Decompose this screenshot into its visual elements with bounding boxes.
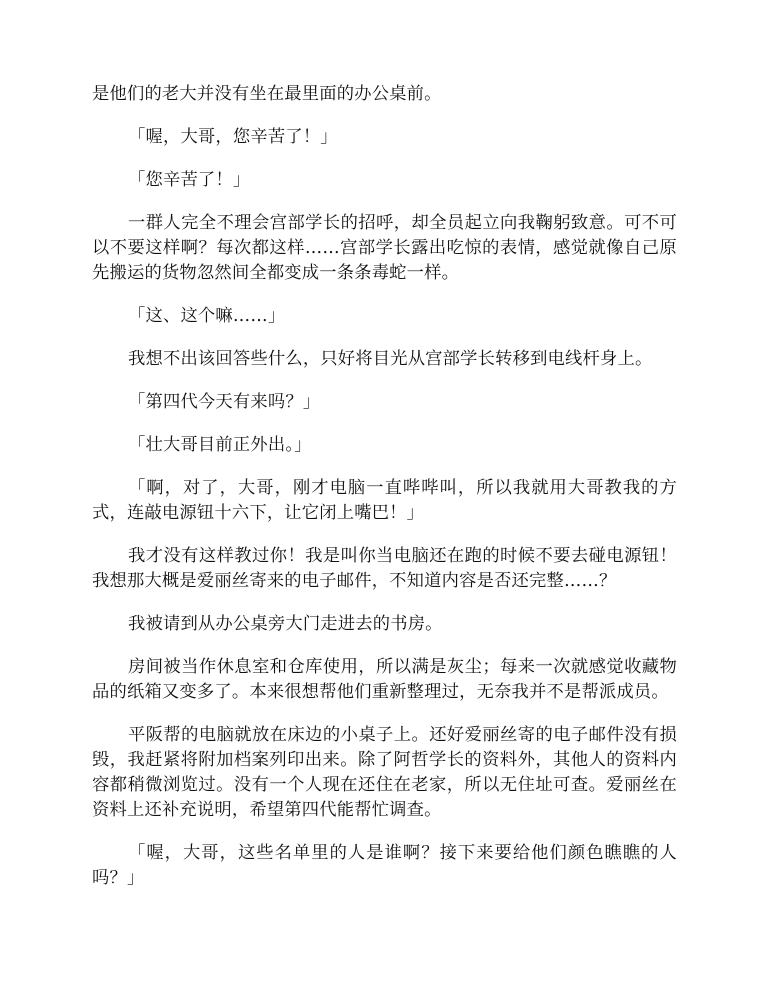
paragraph-7: 「第四代今天有来吗？」 bbox=[128, 392, 321, 412]
paragraph-1: 是他们的老大并没有坐在最里面的办公桌前。 bbox=[92, 84, 442, 104]
paragraph-12: 房间被当作休息室和仓库使用，所以满是灰尘；每来一次就感觉收藏物品的纸箱又变多了。本来很想帮他们重新整理过，无奈我并不是帮派成员。 bbox=[92, 657, 677, 702]
paragraph-5: 「这、这个嘛……」 bbox=[128, 306, 286, 326]
paragraph-6: 我想不出该回答些什么，只好将目光从宫部学长转移到电线杆身上。 bbox=[128, 349, 653, 369]
paragraph-11: 我被请到从办公桌旁大门走进去的书房。 bbox=[128, 614, 443, 634]
document-page bbox=[92, 82, 677, 909]
paragraph-9: 「啊，对了，大哥，刚才电脑一直哔哔叫，所以我就用大哥教我的方式，连敲电源钮十六下，让它闭上嘴巴！」 bbox=[92, 478, 677, 523]
paragraph-10: 我才没有这样教过你！我是叫你当电脑还在跑的时候不要去碰电源钮！我想那大概是爱丽丝寄来的电子邮件，不知道内容是否还完整……？ bbox=[92, 546, 677, 591]
paragraph-4: 一群人完全不理会宫部学长的招呼，却全员起立向我鞠躬致意。可不可以不要这样啊？每次都这样……宫部学长露出吃惊的表情，感觉就像自己原先搬运的货物忽然间全都变成一条条毒蛇一样。 bbox=[92, 213, 677, 283]
paragraph-14: 「喔，大哥，这些名单里的人是谁啊？接下来要给他们颜色瞧瞧的人吗？」 bbox=[92, 843, 677, 888]
paragraph-3: 「您辛苦了！」 bbox=[128, 170, 251, 190]
paragraph-8: 「壮大哥目前正外出。」 bbox=[128, 435, 312, 455]
paragraph-13: 平阪帮的电脑就放在床边的小桌子上。还好爱丽丝寄的电子邮件没有损毁，我赶紧将附加档案列印出来。除了阿哲学长的资料外，其他人的资料内容都稍微浏览过。没有一个人现在还住在老家，所以无住址可查。爱丽丝在资料上还补充说明，希望第四代能帮忙调查。 bbox=[92, 725, 677, 820]
paragraph-2: 「喔，大哥，您辛苦了！」 bbox=[128, 127, 338, 147]
